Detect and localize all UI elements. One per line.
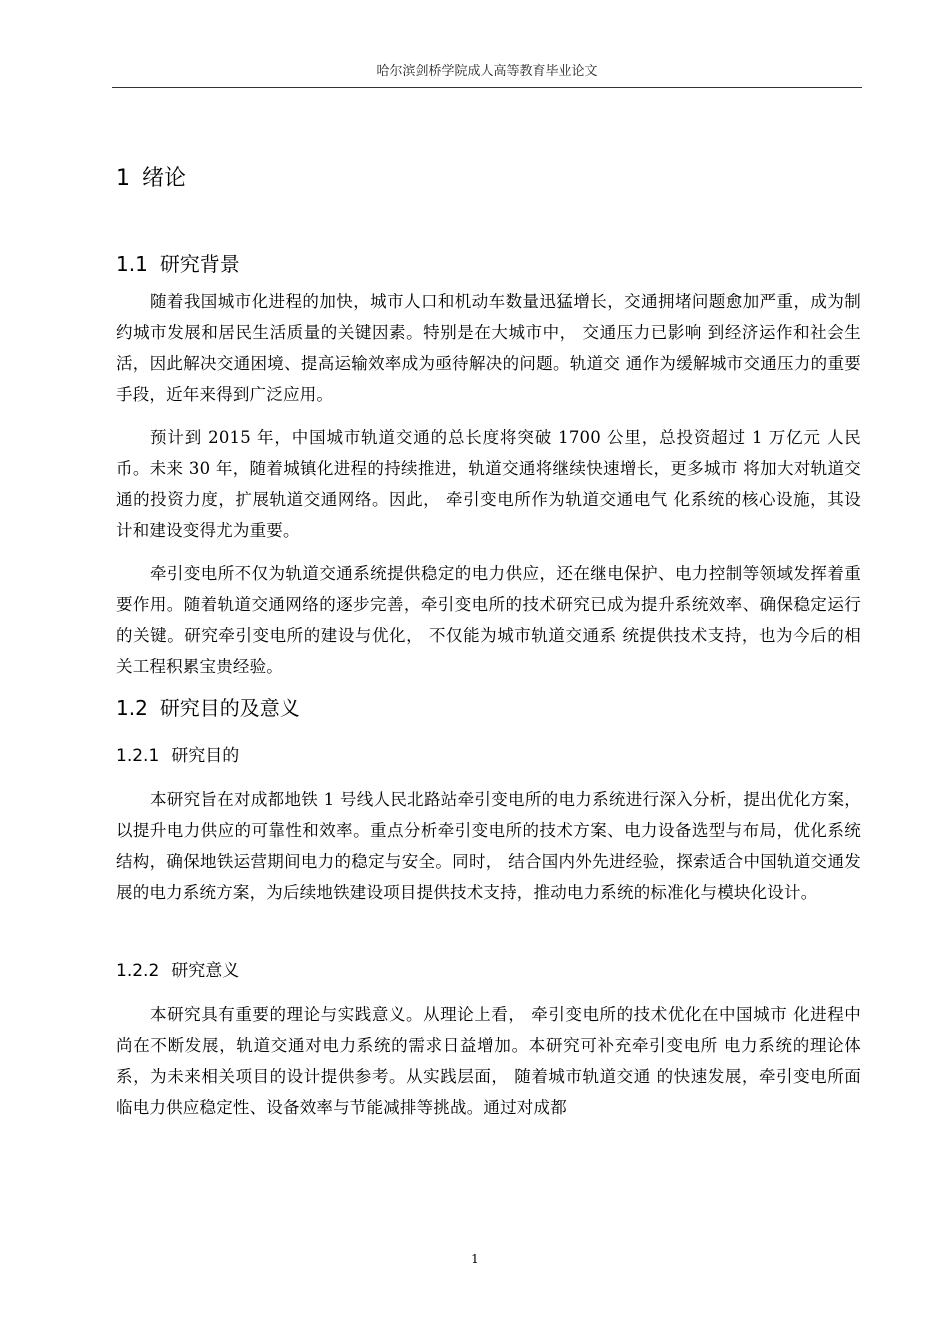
paragraph: 本研究具有重要的理论与实践意义。从理论上看， 牵引变电所的技术优化在中国城市 化进程中尚在不断发展，轨道交通对电力系统的需求日益增加。本研究可补充牵引变电所 电力系统的理论体系，为未来相关项目的设计提供参考。从实践层面， 随着城市轨道交通 的快速发展，牵引变电所面临电力供应稳定性、设备效率与节能减排等挑战。通过对成都 [116, 1005, 861, 1117]
section-title: 研究背景 [159, 252, 240, 276]
paragraph: 牵引变电所不仅为轨道交通系统提供稳定的电力供应，还在继电保护、电力控制等领域发挥着重要作用。随着轨道交通网络的逐步完善，牵引变电所的技术研究已成为提升系统效率、确保稳定运行的关键。研究牵引变电所的建设与优化， 不仅能为城市轨道交通系 统提供技术支持，也为今后的相关工程积累宝贵经验。 [116, 564, 861, 676]
section-title: 研究目的及意义 [159, 696, 300, 720]
section-number: 1.2 [116, 696, 148, 720]
chapter-number: 1 [116, 166, 130, 191]
subsection-title: 研究目的 [171, 746, 240, 766]
subsection-number: 1.2.1 [116, 746, 160, 766]
section-heading-1-2 [116, 693, 300, 723]
paragraph: 预计到 2015 年，中国城市轨道交通的总长度将突破 1700 公里，总投资超过 1 万亿元 人民币。未来 30 年，随着城镇化进程的持续推进，轨道交通将继续快速增长，更多城市 将加大对轨道交通的投资力度，扩展轨道交通网络。因此， 牵引变电所作为轨道交通电气 化系统的核心设施，其设计和建设变得尤为重要。 [116, 428, 861, 540]
page-header: 哈尔滨剑桥学院成人高等教育毕业论文 [376, 64, 598, 79]
section-heading-1-1 [116, 249, 240, 279]
page-number: 1 [471, 1252, 479, 1266]
subsection-heading-1-2-1 [116, 742, 239, 770]
subsection-title: 研究意义 [171, 961, 240, 981]
header-divider [112, 87, 862, 88]
chapter-title: 绪论 [142, 166, 187, 191]
section-number: 1.1 [116, 252, 148, 276]
paragraph: 本研究旨在对成都地铁 1 号线人民北路站牵引变电所的电力系统进行深入分析，提出优化方案，以提升电力供应的可靠性和效率。重点分析牵引变电所的技术方案、电力设备选型与布局，优化系统结构，确保地铁运营期间电力的稳定与安全。同时， 结合国内外先进经验，探索适合中国轨道交通发展的电力系统方案，为后续地铁建设项目提供技术支持，推动电力系统的标准化与模块化设计。 [116, 790, 861, 902]
subsection-number: 1.2.2 [116, 961, 160, 981]
subsection-heading-1-2-2 [116, 957, 239, 985]
chapter-heading [116, 163, 186, 195]
paragraph: 随着我国城市化进程的加快，城市人口和机动车数量迅猛增长，交通拥堵问题愈加严重，成为制约城市发展和居民生活质量的关键因素。特别是在大城市中， 交通压力已影响 到经济运作和社会生活，因此解决交通困境、提高运输效率成为亟待解决的问题。轨道交 通作为缓解城市交通压力的重要手段，近年来得到广泛应用。 [116, 292, 861, 404]
